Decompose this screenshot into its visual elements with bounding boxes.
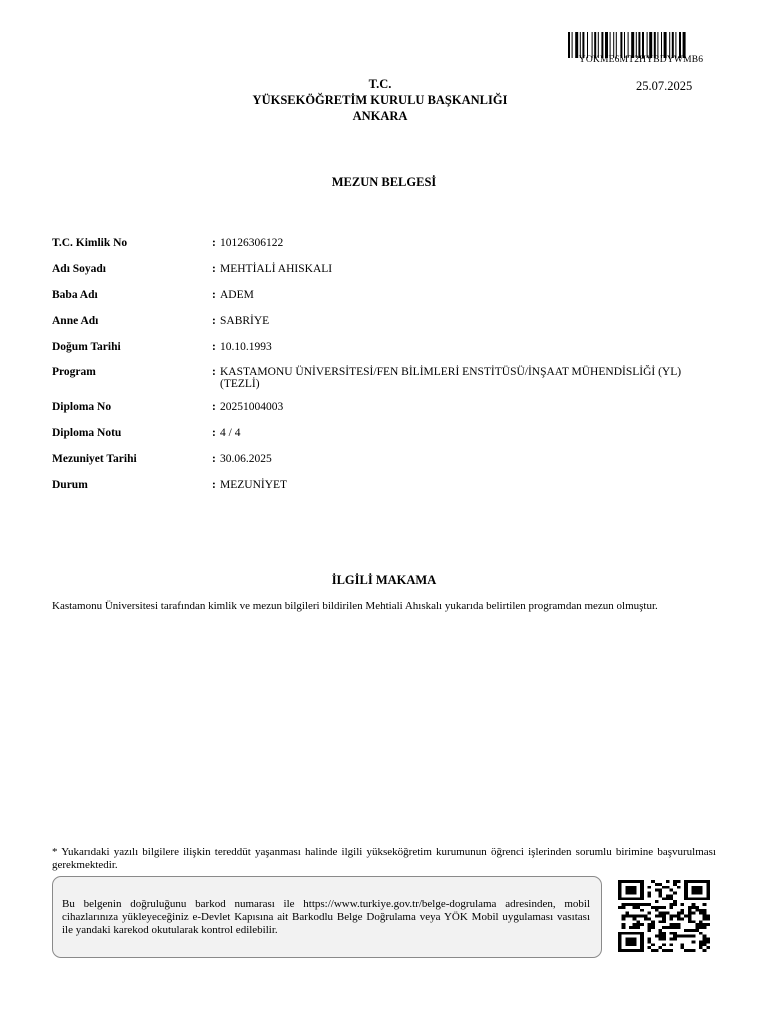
field-colon: : <box>212 479 216 491</box>
section-body: Kastamonu Üniversitesi tarafından kimlik ve mezun bilgileri bildirilen Mehtiali Ahıskalı yukarıda belirtilen programdan mezun olmuştur. <box>52 600 658 612</box>
field-colon: : <box>212 427 216 439</box>
field-colon: : <box>212 366 216 378</box>
document-date: 25.07.2025 <box>636 79 693 93</box>
field-label: Baba Adı <box>52 289 98 301</box>
field-label: Anne Adı <box>52 315 99 327</box>
field-value: 10126306122 <box>220 237 284 249</box>
header-line-tc: T.C. <box>368 77 392 91</box>
field-colon: : <box>212 401 216 413</box>
issuer-header <box>200 76 560 124</box>
field-colon: : <box>212 315 216 327</box>
field-colon: : <box>212 289 216 301</box>
field-label: T.C. Kimlik No <box>52 237 128 249</box>
field-label: Diploma No <box>52 401 112 413</box>
document-title: MEZUN BELGESİ <box>331 175 437 189</box>
field-value: 20251004003 <box>220 401 284 413</box>
field-colon: : <box>212 341 216 353</box>
barcode-number: YOKME6MT2HYBDYWMB6 <box>578 55 704 65</box>
footnote: * Yukarıdaki yazılı bilgilere ilişkin tereddüt yaşanması halinde ilgili yükseköğretim kurumunun öğrenci işlerinden sorumlu birimine başvurulması gerekmektedir. <box>52 846 716 871</box>
field-value: 10.10.1993 <box>220 341 272 353</box>
field-label: Doğum Tarihi <box>52 341 121 353</box>
field-value: KASTAMONU ÜNİVERSİTESİ/FEN BİLİMLERİ ENSTİTÜSÜ/İNŞAAT MÜHENDİSLİĞİ (YL) (TEZLİ) <box>220 366 682 390</box>
field-label: Diploma Notu <box>52 427 122 439</box>
field-colon: : <box>212 237 216 249</box>
field-value: SABRİYE <box>220 315 270 327</box>
field-value: MEHTİALİ AHISKALI <box>220 263 333 275</box>
field-colon: : <box>212 263 216 275</box>
field-label: Mezuniyet Tarihi <box>52 453 137 465</box>
field-value: MEZUNİYET <box>220 479 288 491</box>
field-value: ADEM <box>220 289 254 301</box>
verification-text: Bu belgenin doğruluğunu barkod numarası ile https://www.turkiye.gov.tr/belge-dogrulama adresinden, mobil cihazlarınıza yükleyeceğiniz e-Devlet Kapısına ait Barkodlu Belge Doğrulama veya YÖK Mobil uygulaması vasıtası ile yandaki karekod okutularak kontrol edilebilir. <box>62 898 590 936</box>
field-label: Adı Soyadı <box>52 263 107 275</box>
header-line-institution: YÜKSEKÖĞRETİM KURULU BAŞKANLIĞI <box>252 93 508 107</box>
qr-code-icon <box>618 880 710 952</box>
field-value: 4 / 4 <box>220 427 241 439</box>
field-label: Durum <box>52 479 88 491</box>
field-colon: : <box>212 453 216 465</box>
section-title: İLGİLİ MAKAMA <box>331 573 437 587</box>
field-value: 30.06.2025 <box>220 453 272 465</box>
header-line-city: ANKARA <box>352 109 408 123</box>
field-label: Program <box>52 366 96 378</box>
